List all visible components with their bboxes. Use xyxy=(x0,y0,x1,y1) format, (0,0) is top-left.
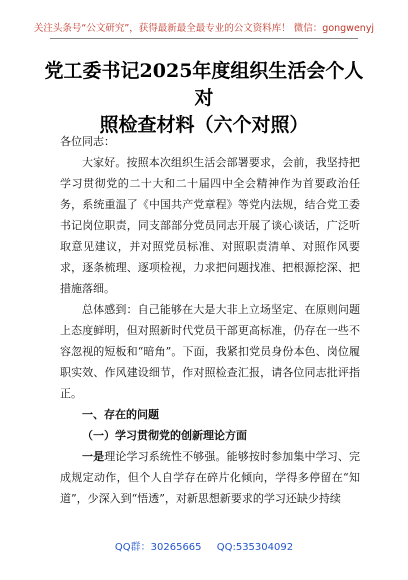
paragraph-summary: 总体感到：自己能够在大是大非上立场坚定、在原则问题上态度鲜明，但对照新时代党员干部更高标准，仍存在一些不容忽视的短板和“暗角”。下面，我紧扣党员身份本色、岗位履职实效、作风建设细节，作对照检查汇报，请各位同志批评指正。 xyxy=(60,303,360,400)
footer-qq-group: QQ群：30265665 xyxy=(114,542,202,553)
salutation: 各位同志： xyxy=(60,135,115,148)
point-one-lead: 一是 xyxy=(82,450,105,463)
point-one-text: 理论学习系统性不够强。能够按时参加集中学习、完成规定动作，但个人自学存在碎片化倾向，学得多停留在“知道”，少深入到“悟透”，对新思想新要求的学习还缺少持续 xyxy=(60,450,360,505)
paragraph-point-one xyxy=(60,446,360,509)
footer-contact xyxy=(0,538,408,553)
header-divider xyxy=(50,38,358,39)
title-line-1: 党工委书记2025年度组织生活会个人对 xyxy=(44,60,364,109)
subsection-heading-theory: （一）学习贯彻党的创新理论方面 xyxy=(82,429,247,442)
section-heading-problems: 一、存在的问题 xyxy=(82,408,159,421)
document-body xyxy=(60,131,360,509)
footer-qq: QQ:535304092 xyxy=(216,542,294,553)
document-title xyxy=(40,58,368,139)
paragraph-intro: 大家好。按照本次组织生活会部署要求，会前，我坚持把学习贯彻党的二十大和二十届四中全会精神作为首要政治任务，系统重温了《中国共产党章程》等党内法规，结合党工委书记岗位职责，同支部部分党员同志开展了谈心谈话，广泛听取意见建议，并对照党员标准、对照职责清单、对照作风要求，逐条梳理、逐项检视，力求把问题找准、把根源挖深、把措施落细。 xyxy=(60,156,360,295)
header-promo-note: 关注头条号“公文研究”，获得最新最全最专业的公文资料库！ 微信：gongwenyj xyxy=(33,23,375,34)
title-line-2: 照检查材料（六个对照） xyxy=(99,114,309,136)
